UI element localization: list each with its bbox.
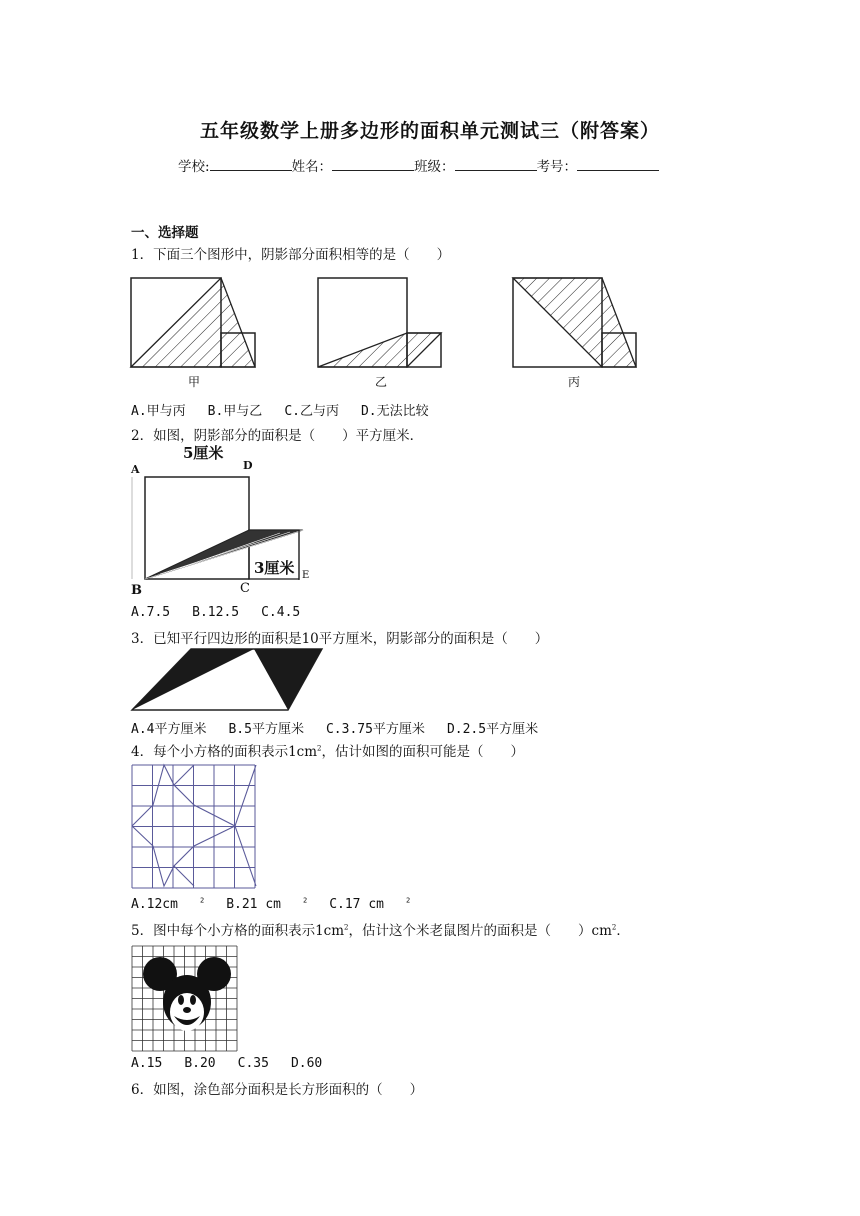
question-5-text-before: 5．图中每个小方格的面积表示1cm [131,923,345,939]
question-4-sup: 2 [317,744,322,753]
option-b[interactable]: B.5平方厘米 [228,722,304,737]
mickey-silhouette [143,957,231,1031]
option-c-sup: 2 [406,897,411,905]
label-5cm: 5厘米 [183,444,224,462]
question-5-options [131,1056,344,1071]
exam-no-label: 考号： [536,159,578,175]
option-b[interactable]: B.12.5 [192,605,240,620]
name-label: 姓名： [291,159,333,175]
option-d[interactable]: D.无法比较 [360,404,429,419]
point-d: D [243,459,253,472]
option-a[interactable]: A.7.5 [131,605,171,620]
option-a-text: A.12cm [131,897,178,913]
option-b-text: B.21 cm [226,897,281,913]
question-3-text: 3．已知平行四边形的面积是10平方厘米，阴影部分的面积是（ ） [131,631,549,647]
question-4-text-before: 4．每个小方格的面积表示1cm [131,744,318,760]
option-a[interactable]: A.4平方厘米 [131,722,207,737]
question-2-text: 2．如图，阴影部分的面积是（ ）平方厘米． [131,428,424,444]
question-5-sup-1: 2 [344,923,349,932]
question-1-text: 1．下面三个图形中，阴影部分面积相等的是（ ） [131,247,451,263]
label-3cm: 3厘米 [254,559,295,577]
point-e: E [302,570,310,581]
option-b[interactable]: B.20 [184,1056,216,1071]
point-a: A [131,463,140,476]
school-label: 学校: [178,159,210,175]
figure-label-jia: 甲 [188,375,201,389]
question-6-text: 6．如图，涂色部分面积是长方形面积的（ ） [131,1082,424,1098]
option-c[interactable]: C.乙与丙 [284,404,339,419]
question-5-text-after: ． [616,923,630,939]
option-a-sup: 2 [199,897,205,905]
option-a[interactable]: A.15 [131,1056,163,1071]
point-b: B [131,583,142,598]
option-d[interactable]: D.2.5平方厘米 [446,722,539,737]
option-c[interactable]: C.35 [237,1056,269,1071]
option-d[interactable]: D.60 [290,1056,323,1071]
question-4-text-after: ，估计如图的面积可能是（ ） [321,744,525,760]
option-c-text: C.17 cm [329,897,384,913]
point-c: C [240,581,250,596]
figure-label-yi: 乙 [375,375,388,389]
section-heading: 一、选择题 [131,225,199,241]
option-b-sup: 2 [302,897,308,905]
option-c[interactable]: C.4.5 [261,605,301,620]
question-5-sup-2: 2 [611,923,617,932]
option-b[interactable]: B.甲与乙 [207,404,263,419]
figure-label-bing: 丙 [568,375,581,389]
class-label: 班级： [414,159,455,175]
option-c[interactable]: C.3.75平方厘米 [325,722,425,737]
page-title: 五年级数学上册多边形的面积单元测试三（附答案） [199,120,660,142]
option-a[interactable]: A.甲与丙 [131,404,186,419]
question-5-text-middle: ，估计这个米老鼠图片的面积是（ ）cm [348,923,612,939]
